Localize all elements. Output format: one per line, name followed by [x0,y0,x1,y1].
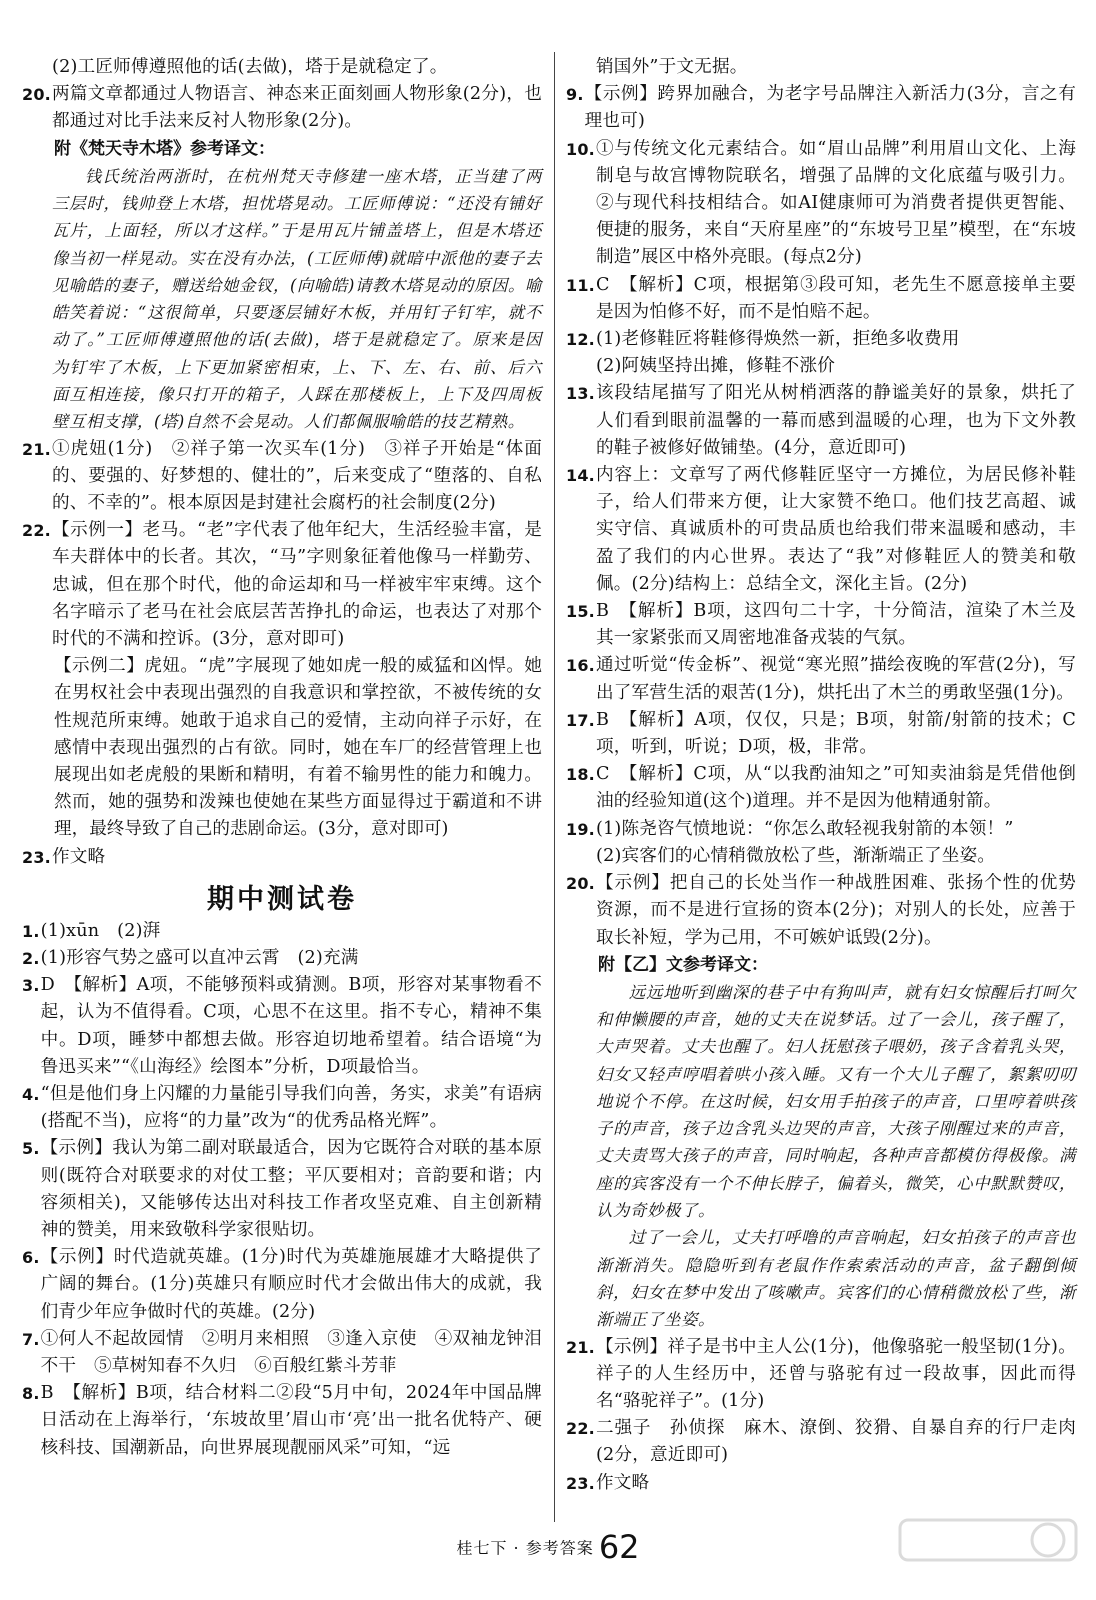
question-number: 10. [566,139,595,159]
midterm-answer-item [22,972,542,1081]
answer-text: (2)阿姨坚持出摊，修鞋不涨价 [596,356,836,377]
section-title: 期中测试卷 [207,883,357,915]
answer-continuation: 【示例二】虎妞。“虎”字展现了她如虎一般的威猛和凶悍。她在男权社会中表现出强烈的自我意识和掌控欲，不被传统的女性规范所束缚。她敢于追求自己的爱情，主动向祥子示好，在感情中表现出强烈的占有欲。同时，她在车厂的经营管理上也展现出如老虎般的果断和精明，有着不输男性的能力和魄力。然而，她的强势和泼辣也使她在某些方面显得过于霸道和不讲理，最终导致了自己的悲剧命运。(3分，意对即可) [54,656,542,840]
answer-text: 作文略 [51,846,106,867]
answer-text: (1)陈尧咨气愤地说：“你怎么敢轻视我射箭的本领！” [595,818,1014,839]
left-answer-item [22,844,542,871]
translation-heading: 附【乙】文参考译文： [598,954,768,975]
right-answer-item [566,652,1076,706]
answer-text: 【示例一】老马。“老”字代表了他年纪大，生活经验丰富，是车夫群体中的长者。其次，“马”字则象征着他像马一样勤劳、忠诚，但在那个时代，他的命运却和马一样被牢牢束缚。这个名字暗示了老马在社会底层苦苦挣扎的命运，也表达了对那个时代的不满和控诉。(3分，意对即可) [51,520,542,649]
midterm-answer-item [22,1326,542,1380]
answer-text: 销国外”于文无据。 [596,57,748,77]
right-answer-item [566,843,1076,870]
right-answer-item [566,1334,1076,1416]
question-number: 23. [566,1473,595,1493]
right-answer-item [566,326,1076,353]
answer-text: “但是他们身上闪耀的力量能引导我们向善，务实，求美”有语病(搭配不当)，应将“的力量”改为“的优秀品格光辉”。 [40,1084,542,1132]
question-number: 8. [22,1384,40,1404]
answer-text: ①虎妞(1分) ②祥子第一次买车(1分) ③祥子开始是“体面的、要强的、好梦想的、健壮的”，后来变成了“堕落的、自私的、不幸的”。根本原因是封建社会腐朽的社会制度(2分) [51,438,542,513]
question-number: 19. [566,819,595,839]
midterm-answer-item [22,1135,542,1244]
question-number: 20. [22,85,51,105]
question-number: 22. [22,521,51,541]
question-number: 4. [22,1085,40,1105]
answer-text: C 【解析】C项，根据第③段可知，老先生不愿意接单主要是因为怕修不好，而不是怕赔不起。 [595,274,1076,322]
midterm-answer-item [22,945,542,972]
left-column [22,54,542,1462]
question-number: 9. [566,85,584,105]
question-number: 7. [22,1329,40,1349]
left-answer-item [22,54,542,81]
question-number: 2. [22,949,40,969]
footer-label: 桂七下 · 参考答案 [456,1538,594,1558]
question-number: 21. [566,1337,595,1357]
answer-text: C 【解析】C项，从“以我酌油知之”可知卖油翁是凭借他倒油的经验知道(这个)道理。并不是因为他精通射箭。 [595,764,1076,812]
right-answer-item [566,353,1076,380]
question-number: 3. [22,976,40,996]
left-answer-item [22,517,542,653]
answer-text: B 【解析】A项，仅仅，只是；B项，射箭/射箭的技术；C项，听到，听说；D项，极，非常。 [595,709,1076,758]
answer-text: D 【解析】A项，不能够预料或猜测。B项，形容对某事物看不起，认为不值得看。C项，心思不在这里。指不专心，精神不集中。D项，睡梦中都想去做。形容迫切地希望着。结合语境“为鲁迅买来”“《山海经》绘图本”分析，D项最恰当。 [40,975,542,1077]
answer-text: (1)xūn (2)湃 [40,920,161,941]
question-number: 14. [566,466,595,486]
midterm-answer-list [22,918,542,1462]
answer-text: 【示例】跨界加融合，为老字号品牌注入新活力(3分，言之有理也可) [584,84,1076,132]
answer-text: (1)老修鞋匠将鞋修得焕然一新，拒绝多收费用 [595,329,960,350]
right-answer-item [566,136,1076,272]
answer-text: 通过听觉“传金柝”、视觉“寒光照”描绘夜晚的军营(2分)，写出了军营生活的艰苦(1分)，烘托出了木兰的勇敢坚强(1分)。 [595,655,1076,703]
left-answer-item [22,81,542,135]
question-number: 16. [566,656,595,676]
page-number: 62 [598,1528,640,1566]
answer-text: 内容上：文章写了两代修鞋匠坚守一方摊位，为居民修补鞋子，给人们带来方便，让大家赞不绝口。他们技艺高超、诚实守信、真诚质朴的可贵品质也给我们带来温暖和感动，丰盈了我们的内心世界。表达了“我”对修鞋匠人的赞美和敬佩。(2分)结构上：总结全文，深化主旨。(2分) [595,465,1076,594]
translation-paragraph [566,1224,1076,1333]
right-answer-item [566,1470,1076,1497]
question-number: 13. [566,384,595,404]
answer-text: ①何人不起故园情 ②明月来相照 ③逢入京使 ④双袖龙钟泪不干 ⑤草树知春不久归 ⑥百般红紫斗芳菲 [40,1328,542,1377]
translation-paragraph [22,163,542,436]
question-number: 17. [566,710,595,730]
question-number: 15. [566,602,595,622]
column-divider [554,52,555,1522]
translation-text: 钱氏统治两浙时，在杭州梵天寺修建一座木塔，正当建了两三层时，钱帅登上木塔，担忧塔晃动。工匠师傅说：“还没有铺好瓦片，上面轻，所以才这样。”于是用瓦片铺盖塔上，但是木塔还像当初一样晃动。实在没有办法，(工匠师傅)就暗中派他的妻子去见喻皓的妻子，赠送给她金钗，(向喻皓)请教木塔晃动的原因。喻皓笑着说：“这很简单，只要逐层铺好木板，并用钉子钉牢，就不动了。”工匠师傅遵照他的话(去做)，塔于是就稳定了。原来是因为钉牢了木板，上下更加紧密相束，上、下、左、右、前、后六面互相连接，像只打开的箱子，人踩在那楼板上，上下及四周板壁互相支撑，(塔)自然不会晃动。人们都佩服喻皓的技艺精熟。 [52,166,542,432]
right-answer-item [566,81,1076,135]
answer-text: B 【解析】B项，结合材料二②段“5月中旬，2024年中国品牌日活动在上海举行，‘东坡故里’眉山市‘亮’出一批名优特产、硬核科技、国潮新品，向世界展现靓丽风采”可知，“远 [40,1383,542,1458]
right-answer-item [566,816,1076,843]
translation-text: 过了一会儿，丈夫打呼噜的声音响起，妇女拍孩子的声音也渐渐消失。隐隐听到有老鼠作作索索活动的声音，盆子翻倒倾斜，妇女在梦中发出了咳嗽声。宾客们的心情稍微放松了些，渐渐端正了坐姿。 [596,1228,1076,1330]
question-number: 23. [22,847,51,867]
question-number: 5. [22,1139,40,1159]
left-answer-item [22,436,542,518]
answer-text: B 【解析】B项，这四句二十字，十分简洁，渲染了木兰及其一家紧张而又周密地准备戎装的气氛。 [595,601,1076,649]
question-number: 21. [22,439,51,459]
answer-text: 【示例】时代造就英雄。(1分)时代为英雄施展雄才大略提供了广阔的舞台。(1分)英雄只有顺应时代才会做出伟大的成就，我们青少年应争做时代的英雄。(2分) [40,1247,542,1322]
question-number: 1. [22,921,40,941]
answer-text: 【示例】祥子是书中主人公(1分)，他像骆驼一般坚韧(1分)。祥子的人生经历中，还曾与骆驼有过一段故事，因此而得名“骆驼祥子”。(1分) [595,1336,1076,1411]
question-number: 20. [566,874,595,894]
right-answer-list [566,54,1076,1497]
right-answer-item [566,598,1076,652]
question-number: 22. [566,1419,595,1439]
midterm-answer-item [22,1380,542,1462]
answer-text: (1)形容气势之盛可以直冲云霄 (2)充满 [40,948,359,969]
answer-text: ①与传统文化元素结合。如“眉山品牌”利用眉山文化、上海制皂与故宫博物院联名，增强了品牌的文化底蕴与吸引力。②与现代科技相结合。如AI健康师可为消费者提供更智能、便捷的服务，来自“天府星座”的“东坡号卫星”模型，在“东坡制造”展区中格外亮眼。(每点2分) [595,138,1076,268]
question-number: 18. [566,765,595,785]
translation-paragraph [566,979,1076,1225]
right-answer-item [566,761,1076,815]
right-column [566,54,1076,1497]
question-number: 12. [566,330,595,350]
right-answer-item [566,380,1076,462]
right-answer-item [566,870,1076,952]
answer-text: 两篇文章都通过人物语言、神态来正面刻画人物形象(2分)，也都通过对比手法来反衬人物形象(2分)。 [51,84,542,132]
answer-text: 该段结尾描写了阳光从树梢洒落的静谧美好的景象，烘托了人们看到眼前温馨的一幕而感到温暖的心理，也为下文外教的鞋子被修好做铺垫。(4分，意近即可) [595,383,1076,458]
question-number: 11. [566,275,595,295]
right-answer-item [566,54,1076,81]
answer-text: (2)工匠师傅遵照他的话(去做)，塔于是就稳定了。 [52,57,448,77]
answer-text: 【示例】我认为第二副对联最适合，因为它既符合对联的基本原则(既符合对联要求的对仗工整；平仄要相对；音韵要和谐；内容须相关)，又能够传达出对科技工作者攻坚克难、自主创新精神的赞美，用来致敬科学家很贴切。 [40,1138,542,1241]
answer-text: 【示例】把自己的长处当作一种战胜困难、张扬个性的优势资源，而不是进行宣扬的资本(2分)；对别人的长处，应善于取长补短，学为己用，不可嫉妒诋毁(2分)。 [595,873,1076,948]
right-answer-item [566,462,1076,598]
answer-text: (2)宾客们的心情稍微放松了些，渐渐端正了坐姿。 [596,845,996,866]
translation-text: 远远地听到幽深的巷子中有狗叫声，就有妇女惊醒后打呵欠和伸懒腰的声音，她的丈夫在说梦话。过了一会儿，孩子醒了，大声哭着。丈夫也醒了。妇人抚慰孩子喂奶，孩子含着乳头哭，妇女又轻声哼唱着哄小孩入睡。又有一个大儿子醒了，絮絮叨叨地说个不停。在这时候，妇女用手拍孩子的声音，口里哼着哄孩子的声音，孩子边含乳头边哭的声音，大孩子刚醒过来的声音，丈夫责骂大孩子的声音，同时响起，各种声音都模仿得极像。满座的宾客没有一个不伸长脖子，偏着头，微笑，心中默默赞叹，认为奇妙极了。 [596,982,1076,1221]
right-answer-item [566,1415,1076,1469]
answer-text: 二强子 孙侦探 麻木、潦倒、狡猾、自暴自弃的行尸走肉(2分，意近即可) [595,1418,1076,1466]
left-answer-list [22,54,542,871]
watermark-logo [898,1516,1078,1582]
right-answer-item [566,272,1076,326]
midterm-answer-item [22,918,542,945]
midterm-answer-item [22,1081,542,1135]
answer-text: 作文略 [595,1472,650,1493]
question-number: 6. [22,1248,40,1268]
midterm-answer-item [22,1244,542,1326]
translation-heading: 附《梵天寺木塔》参考译文： [54,138,275,159]
right-answer-item [566,707,1076,761]
